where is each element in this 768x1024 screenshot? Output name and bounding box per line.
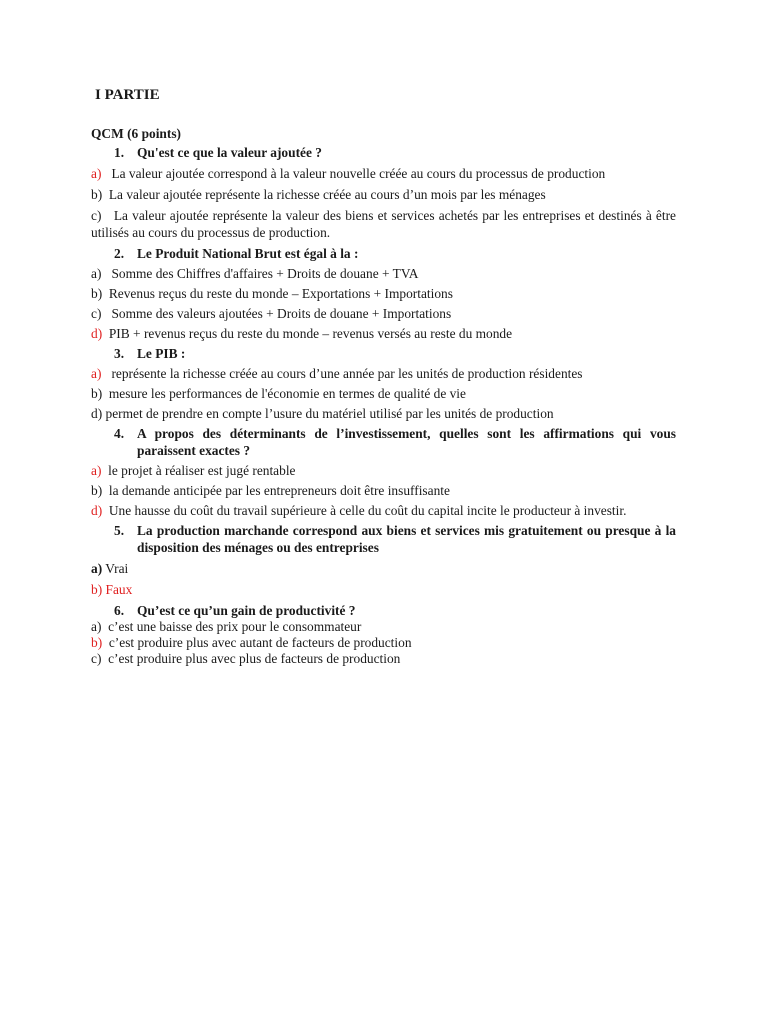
- option-letter: c): [91, 651, 102, 666]
- option-2a: [91, 265, 676, 282]
- option-6b: [91, 635, 676, 651]
- option-letter: d): [91, 326, 103, 341]
- option-letter: d): [91, 503, 103, 518]
- option-3d: [91, 405, 676, 422]
- option-letter: d): [91, 406, 103, 421]
- option-2b: [91, 285, 676, 302]
- option-5b: [91, 581, 676, 598]
- question-number: 5.: [114, 523, 125, 538]
- option-2d: [91, 325, 676, 342]
- question-text: A propos des déterminants de l’investissement, quelles sont les affirmations qui vous paraissent exactes ?: [137, 426, 676, 458]
- option-1b: [91, 186, 676, 203]
- option-letter: a): [91, 561, 103, 576]
- section-heading: QCM (6 points): [91, 126, 182, 141]
- option-2c: [91, 305, 676, 322]
- option-letter: a): [91, 266, 102, 281]
- option-6a: [91, 619, 676, 635]
- question-4: [91, 425, 676, 459]
- option-letter: a): [91, 366, 102, 381]
- option-4d: [91, 502, 676, 519]
- option-letter: b): [91, 286, 103, 301]
- option-3b: [91, 385, 676, 402]
- option-text: Revenus reçus du reste du monde – Exportations + Importations: [108, 286, 453, 301]
- question-text: La production marchande correspond aux biens et services mis gratuitement ou presque à la disposition des ménages ou des entreprises: [137, 523, 676, 555]
- option-4a: [91, 462, 676, 479]
- option-6c: [91, 651, 676, 667]
- option-letter: b): [91, 187, 103, 202]
- option-letter: c): [91, 208, 102, 223]
- question-number: 6.: [114, 603, 125, 618]
- option-letter: b): [91, 386, 103, 401]
- option-text: c’est produire plus avec autant de facteurs de production: [108, 635, 412, 650]
- option-5a: [91, 560, 676, 577]
- question-text: Le PIB :: [137, 346, 186, 361]
- option-letter: a): [91, 619, 102, 634]
- question-5: [91, 522, 676, 556]
- option-1c: [91, 207, 676, 241]
- option-text: Somme des valeurs ajoutées + Droits de douane + Importations: [111, 306, 452, 321]
- option-text: mesure les performances de l'économie en termes de qualité de vie: [108, 386, 466, 401]
- option-text: Une hausse du coût du travail supérieure à celle du coût du capital incite le producteur à investir.: [108, 503, 627, 518]
- option-text: La valeur ajoutée représente la valeur des biens et services achetés par les entreprises et destinés à être utilisés au cours du processus de production.: [91, 208, 676, 240]
- question-1: [91, 144, 676, 161]
- option-letter: c): [91, 306, 102, 321]
- question-text: Le Produit National Brut est égal à la :: [137, 246, 359, 261]
- option-text: permet de prendre en compte l’usure du matériel utilisé par les unités de production: [105, 406, 554, 421]
- option-text: Vrai: [105, 561, 129, 576]
- option-letter: a): [91, 166, 102, 181]
- question-number: 2.: [114, 246, 125, 261]
- option-letter: a): [91, 463, 102, 478]
- option-text: c’est produire plus avec plus de facteurs de production: [108, 651, 401, 666]
- option-1a: [91, 165, 676, 182]
- option-letter: b): [91, 582, 103, 597]
- option-text: PIB + revenus reçus du reste du monde – revenus versés au reste du monde: [108, 326, 513, 341]
- question-text: Qu’est ce qu’un gain de productivité ?: [137, 603, 356, 618]
- option-letter: b): [91, 483, 103, 498]
- option-text: Somme des Chiffres d'affaires + Droits de douane + TVA: [111, 266, 419, 281]
- option-3a: [91, 365, 676, 382]
- question-6: [91, 602, 676, 619]
- question-number: 1.: [114, 145, 125, 160]
- option-text: Faux: [105, 582, 133, 597]
- option-text: La valeur ajoutée représente la richesse créée au cours d’un mois par les ménages: [108, 187, 546, 202]
- option-text: le projet à réaliser est jugé rentable: [108, 463, 296, 478]
- option-text: c’est une baisse des prix pour le consommateur: [108, 619, 362, 634]
- question-3: [91, 345, 676, 362]
- part-title: I PARTIE: [95, 87, 160, 103]
- option-4b: [91, 482, 676, 499]
- option-text: la demande anticipée par les entrepreneurs doit être insuffisante: [108, 483, 450, 498]
- option-text: représente la richesse créée au cours d’une année par les unités de production résidentes: [111, 366, 583, 381]
- question-text: Qu'est ce que la valeur ajoutée ?: [137, 145, 322, 160]
- question-number: 3.: [114, 346, 125, 361]
- question-2: [91, 245, 676, 262]
- option-letter: b): [91, 635, 103, 650]
- questions-list: [91, 144, 676, 667]
- question-number: 4.: [114, 426, 125, 441]
- option-text: La valeur ajoutée correspond à la valeur nouvelle créée au cours du processus de production: [111, 166, 606, 181]
